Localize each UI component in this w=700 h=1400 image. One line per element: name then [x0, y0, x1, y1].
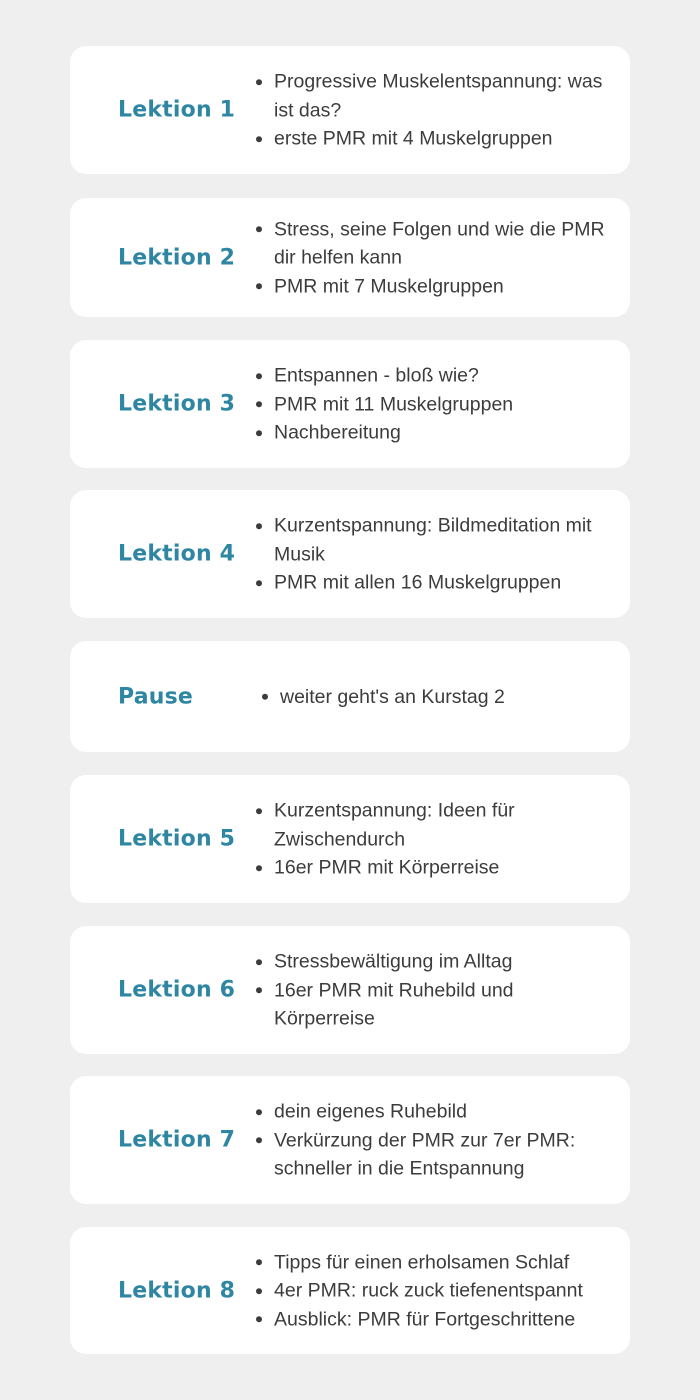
pause-topic: weiter geht's an Kurstag 2 [262, 682, 606, 711]
lesson-card-6 [70, 926, 630, 1054]
lesson-topic-list [256, 796, 606, 882]
lesson-topic: Kurzentspannung: Ideen für Zwischendurch [256, 796, 606, 853]
lesson-title: Lektion 4 [118, 541, 236, 567]
lesson-card-3 [70, 340, 630, 468]
lesson-card-2 [70, 198, 630, 317]
lesson-title: Lektion 6 [118, 977, 236, 1003]
lesson-card-4 [70, 490, 630, 618]
lesson-topic: Progressive Muskelentspannung: was ist das? [256, 67, 606, 124]
lesson-topic: 16er PMR mit Ruhebild und Körperreise [256, 976, 606, 1033]
lesson-title: Lektion 1 [118, 97, 236, 123]
lesson-title: Lektion 7 [118, 1127, 236, 1153]
lesson-title: Lektion 5 [118, 826, 236, 852]
lesson-topic-list [256, 1097, 606, 1183]
lesson-topic-list [256, 67, 606, 153]
pause-topic-list [262, 682, 606, 711]
lesson-title: Lektion 8 [118, 1278, 236, 1303]
lesson-topic-list [256, 361, 606, 447]
pause-title: Pause [118, 684, 194, 709]
lesson-topic-list [256, 511, 606, 597]
pause-card [70, 641, 630, 752]
lesson-title: Lektion 3 [118, 391, 236, 417]
lesson-topic: Entspannen - bloß wie? [256, 361, 606, 390]
lesson-topic: erste PMR mit 4 Muskelgruppen [256, 124, 606, 153]
lesson-topic: Verkürzung der PMR zur 7er PMR: schneller in die Entspannung [256, 1126, 606, 1183]
lesson-topic: PMR mit 7 Muskelgruppen [256, 272, 606, 301]
lesson-topic: Ausblick: PMR für Fortgeschrittene [256, 1305, 606, 1334]
lesson-topic: dein eigenes Ruhebild [256, 1097, 606, 1126]
lesson-card-7 [70, 1076, 630, 1204]
lesson-topic-list [256, 215, 606, 301]
lesson-topic: Stressbewältigung im Alltag [256, 947, 606, 976]
lesson-topic-list [256, 1248, 606, 1334]
lesson-title: Lektion 2 [118, 245, 236, 270]
lesson-topic: 16er PMR mit Körperreise [256, 853, 606, 882]
lesson-topic: Nachbereitung [256, 418, 606, 447]
lesson-topic-list [256, 947, 606, 1033]
lesson-topic: PMR mit 11 Muskelgruppen [256, 390, 606, 419]
lesson-topic: Stress, seine Folgen und wie die PMR dir helfen kann [256, 215, 606, 272]
lesson-card-1 [70, 46, 630, 174]
lesson-topic: Tipps für einen erholsamen Schlaf [256, 1248, 606, 1277]
lesson-topic: PMR mit allen 16 Muskelgruppen [256, 568, 606, 597]
lesson-topic: 4er PMR: ruck zuck tiefenentspannt [256, 1276, 606, 1305]
lesson-card-5 [70, 775, 630, 903]
lesson-topic: Kurzentspannung: Bildmeditation mit Musik [256, 511, 606, 568]
lesson-card-8 [70, 1227, 630, 1354]
